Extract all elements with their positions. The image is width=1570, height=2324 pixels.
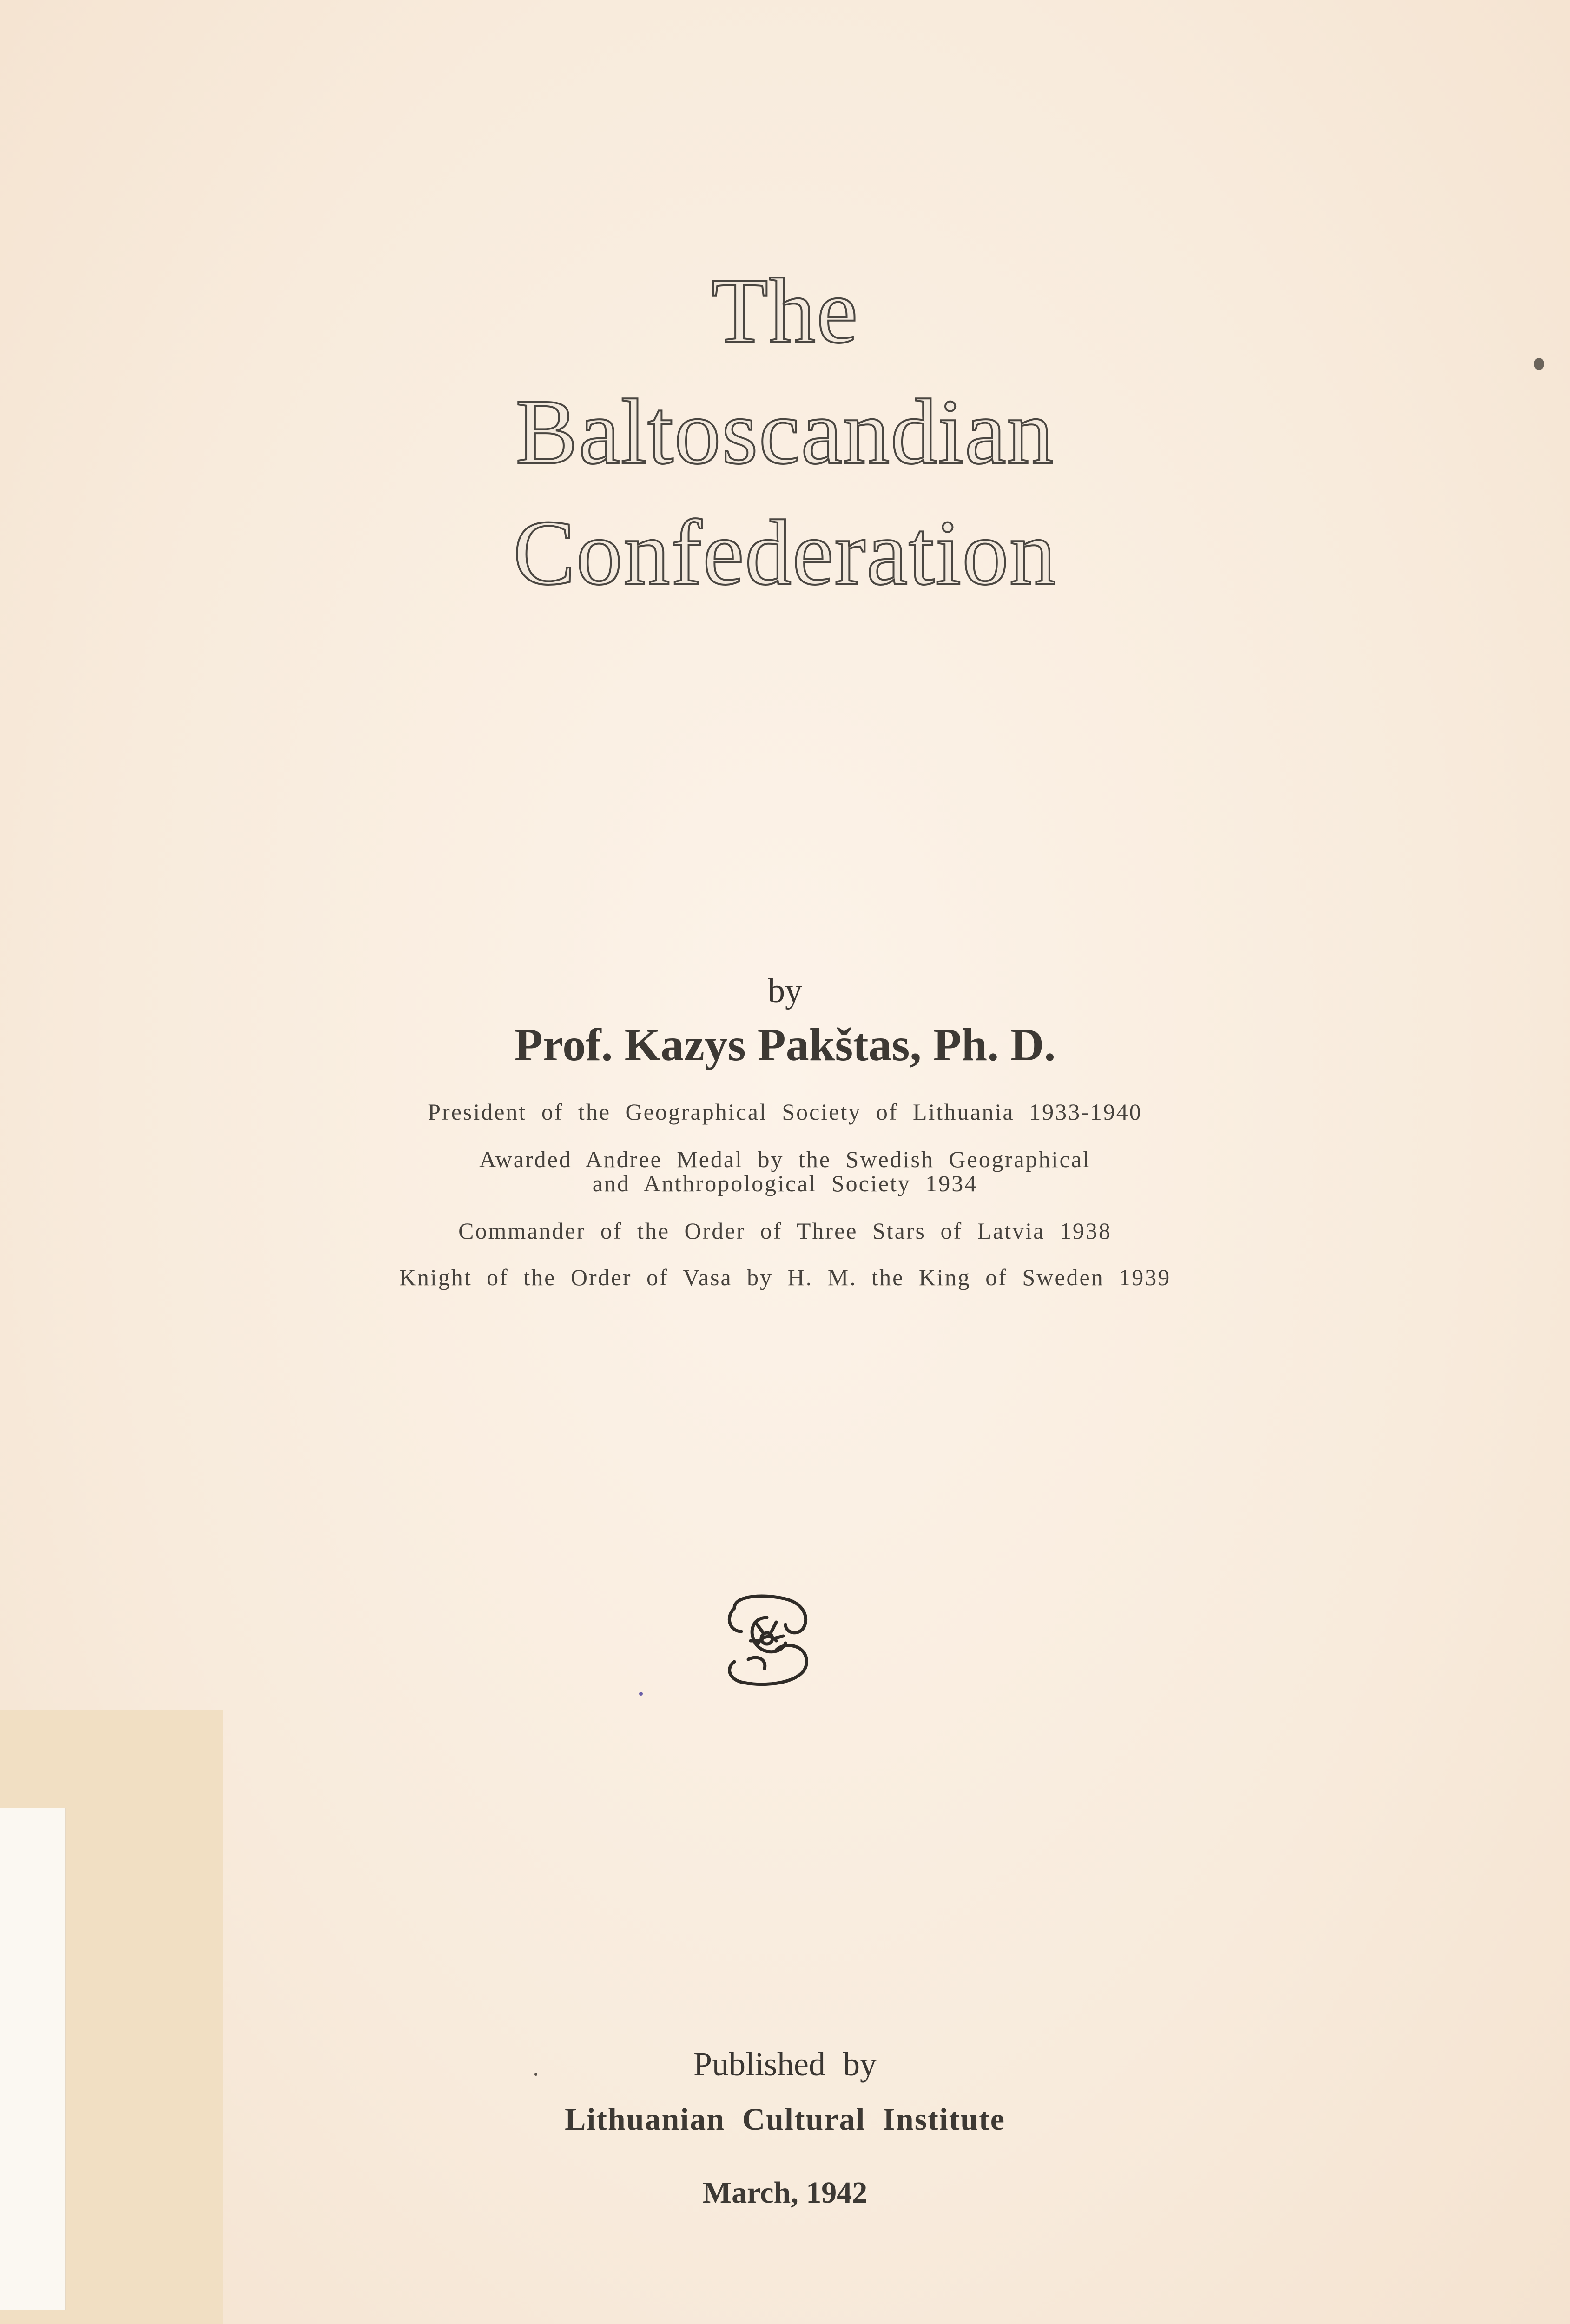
floral-ornament-icon <box>716 1590 818 1692</box>
paper-speck <box>1534 358 1544 370</box>
credential-commander: Commander of the Order of Three Stars of Latvia 1938 <box>458 1218 1112 1244</box>
title-line-2: Baltoscandian <box>515 381 1055 483</box>
title-line-3: Confederation <box>513 502 1057 604</box>
author-name: Prof. Kazys Pakštas, Ph. D. <box>514 1019 1056 1070</box>
credential-knight: Knight of the Order of Vasa by H. M. the King of Sweden 1939 <box>399 1264 1171 1290</box>
credential-medal-line-2: and Anthropological Society 1934 <box>592 1170 978 1196</box>
credential-president: President of the Geographical Society of Lithuania 1933-1940 <box>428 1099 1142 1125</box>
published-by-label: Published by <box>693 2046 877 2083</box>
title-line-1: The <box>711 260 859 363</box>
credential-medal-line-1: Awarded Andree Medal by the Swedish Geographical <box>479 1146 1091 1172</box>
paper-speck <box>639 1692 643 1696</box>
paper-speck <box>534 2073 537 2076</box>
publication-date: March, 1942 <box>702 2176 868 2210</box>
by-label: by <box>768 972 802 1010</box>
publisher-name: Lithuanian Cultural Institute <box>565 2101 1005 2137</box>
